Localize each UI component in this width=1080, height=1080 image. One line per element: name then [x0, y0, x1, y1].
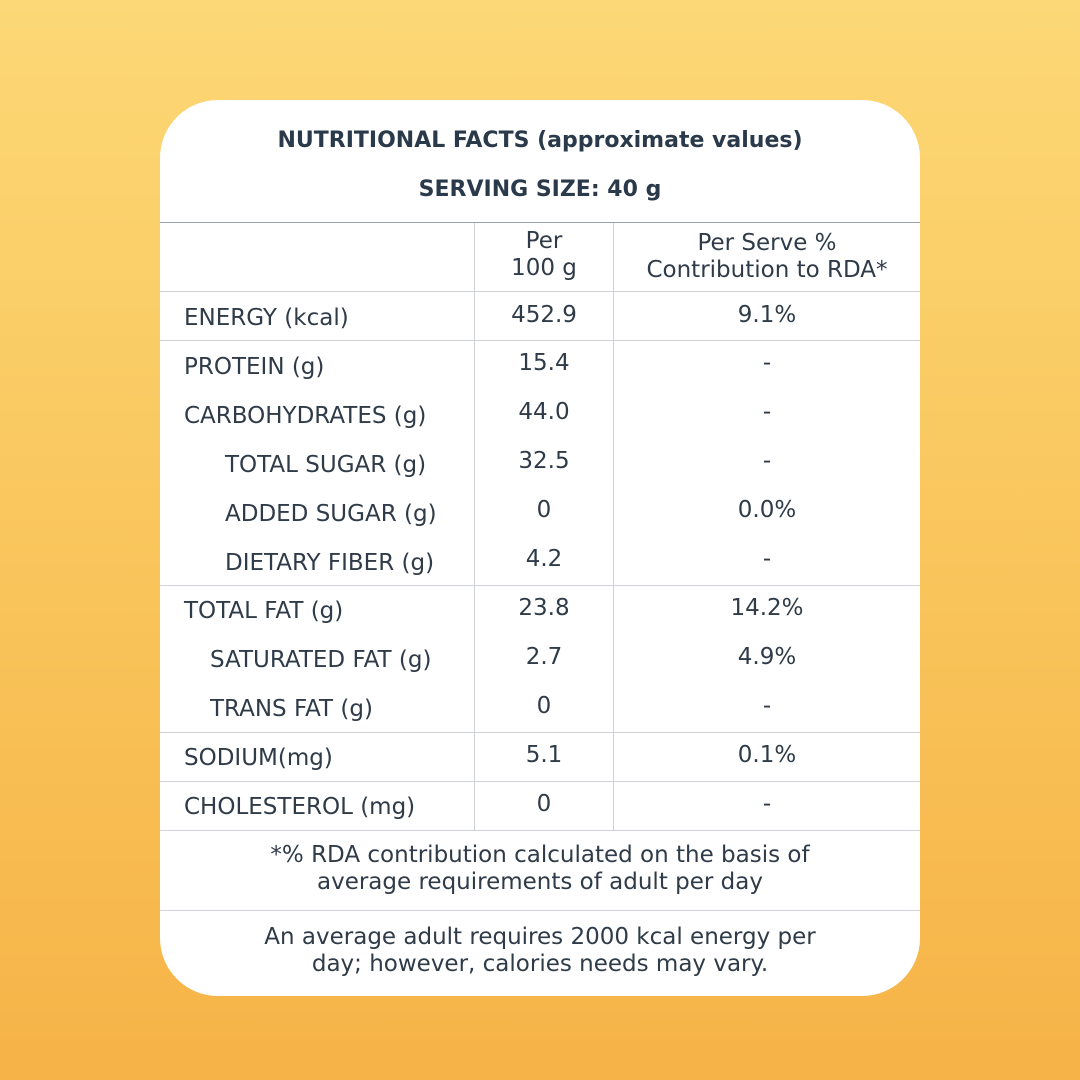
- row-value-cholesterol: 0: [536, 791, 552, 817]
- kcal-footnote-line2: day; however, calories needs may vary.: [311, 951, 769, 977]
- row-value-protein: 15.4: [518, 350, 570, 376]
- row-rda-total-fat: 14.2%: [730, 595, 804, 621]
- col-header-per100-line1: Per: [525, 228, 563, 254]
- row-label-energy: ENERGY (kcal): [184, 305, 349, 331]
- col-header-per100-line2: 100 g: [511, 255, 577, 281]
- row-rda-added-sugar: 0.0%: [737, 497, 797, 523]
- row-rda-sodium: 0.1%: [737, 742, 797, 768]
- row-label-carbohydrates: CARBOHYDRATES (g): [184, 403, 427, 429]
- row-label-total-sugar: TOTAL SUGAR (g): [225, 452, 427, 478]
- col-header-rda-line1: Per Serve %: [697, 230, 837, 256]
- row-value-total-sugar: 32.5: [518, 448, 570, 474]
- row-value-sodium: 5.1: [525, 742, 563, 768]
- row-value-total-fat: 23.8: [518, 595, 570, 621]
- table-top-rule: [160, 222, 920, 223]
- row-rda-energy: 9.1%: [737, 302, 797, 328]
- row-label-sodium: SODIUM(mg): [184, 745, 333, 771]
- row-rda-protein: -: [762, 350, 772, 376]
- row-rda-cholesterol: -: [762, 791, 772, 817]
- row-label-dietary-fiber: DIETARY FIBER (g): [225, 550, 435, 576]
- row-rda-total-sugar: -: [762, 448, 772, 474]
- row-value-trans-fat: 0: [536, 693, 552, 719]
- row-label-protein: PROTEIN (g): [184, 354, 325, 380]
- fat-group-rule: [160, 732, 920, 733]
- row-label-total-fat: TOTAL FAT (g): [184, 598, 344, 624]
- nutrition-title: NUTRITIONAL FACTS (approximate values): [277, 128, 803, 153]
- carbs-group-rule: [160, 585, 920, 586]
- col-header-rda-line2: Contribution to RDA*: [646, 257, 888, 283]
- footnote-rule: [160, 910, 920, 911]
- rda-footnote-line2: average requirements of adult per day: [317, 869, 763, 895]
- sodium-rule: [160, 781, 920, 782]
- kcal-footnote-line1: An average adult requires 2000 kcal energy per: [264, 924, 816, 950]
- row-rda-saturated-fat: 4.9%: [737, 644, 797, 670]
- table-bottom-rule: [160, 830, 920, 831]
- row-label-trans-fat: TRANS FAT (g): [210, 696, 373, 722]
- row-value-energy: 452.9: [511, 302, 577, 328]
- row-rda-trans-fat: -: [762, 693, 772, 719]
- row-value-saturated-fat: 2.7: [525, 644, 563, 670]
- row-value-carbohydrates: 44.0: [518, 399, 570, 425]
- nutrition-facts-card: [160, 100, 920, 996]
- row-rda-carbohydrates: -: [762, 399, 772, 425]
- row-value-added-sugar: 0: [536, 497, 552, 523]
- row-value-dietary-fiber: 4.2: [525, 546, 563, 572]
- row-label-saturated-fat: SATURATED FAT (g): [210, 647, 432, 673]
- row-rda-dietary-fiber: -: [762, 546, 772, 572]
- row-label-cholesterol: CHOLESTEROL (mg): [184, 794, 416, 820]
- row-label-added-sugar: ADDED SUGAR (g): [225, 501, 437, 527]
- header-rule: [160, 291, 920, 292]
- rda-footnote-line1: *% RDA contribution calculated on the basis of: [270, 842, 810, 868]
- serving-size: SERVING SIZE: 40 g: [418, 177, 662, 202]
- energy-rule: [160, 340, 920, 341]
